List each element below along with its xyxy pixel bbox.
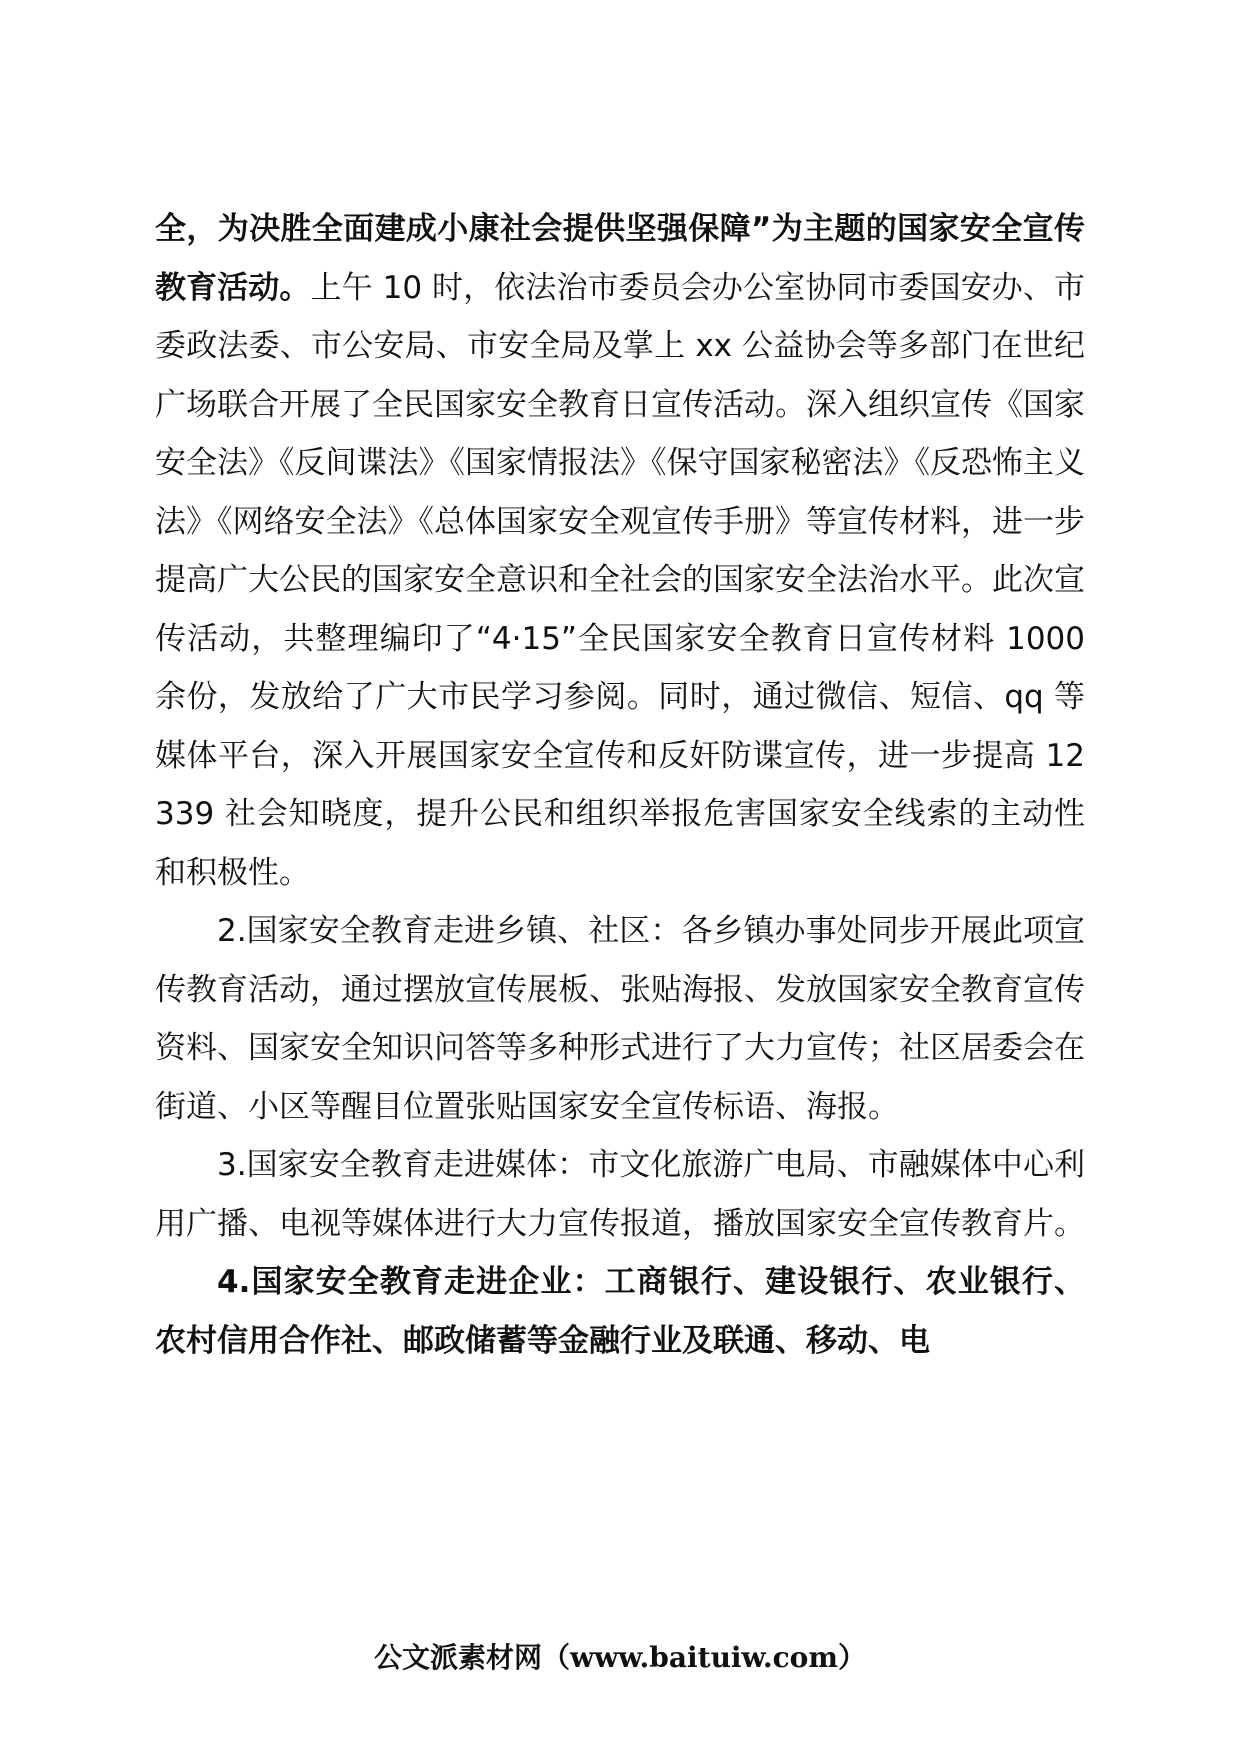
document-body bbox=[155, 200, 1085, 1370]
paragraph-1-body: 上午 10 时，依法治市委员会办公室协同市委国安办、市委政法委、市公安局、市安全局及掌上 xx 公益协会等多部门在世纪广场联合开展了全民国家安全教育日宣传活动。深入组织宣传《国家安全法》《反间谍法》《国家情报法》《保守国家秘密法》《反恐怖主义法》《网络安全法》《总体国家安全观宣传手册》等宣传材料，进一步提高广大公民的国家安全意识和全社会的国家安全法治水平。此次宣传活动，共整理编印了“4·15”全民国家安全教育日宣传材料 1000 余份，发放给了广大市民学习参阅。同时，通过微信、短信、qq 等媒体平台，深入开展国家安全宣传和反奸防谍宣传，进一步提高 12339 社会知晓度，提升公民和组织举报危害国家安全线索的主动性和积极性。 bbox=[155, 269, 1086, 891]
paragraph-3: 3.国家安全教育走进媒体：市文化旅游广电局、市融媒体中心利用广播、电视等媒体进行大力宣传报道，播放国家安全宣传教育片。 bbox=[155, 1147, 1085, 1242]
paragraph-4-heading: 4.国家安全教育走进企业：工商银行、建设银行、农业银行、农村信用合作社、邮政储蓄等金融行业及联通、移动、电 bbox=[155, 1264, 1085, 1359]
paragraph-1 bbox=[155, 200, 1085, 902]
paragraph-1-heading: 全，为决胜全面建成小康社会提供坚强保障”为主题的国家安全宣传教育活动。 bbox=[155, 211, 1085, 306]
paragraph-2: 2.国家安全教育走进乡镇、社区：各乡镇办事处同步开展此项宣传教育活动，通过摆放宣传展板、张贴海报、发放国家安全教育宣传资料、国家安全知识问答等多种形式进行了大力宣传；社区居委会在街道、小区等醒目位置张贴国家安全宣传标语、海报。 bbox=[155, 913, 1085, 1125]
page-footer-watermark: 公文派素材网（www.baituiw.com） bbox=[374, 1641, 866, 1674]
